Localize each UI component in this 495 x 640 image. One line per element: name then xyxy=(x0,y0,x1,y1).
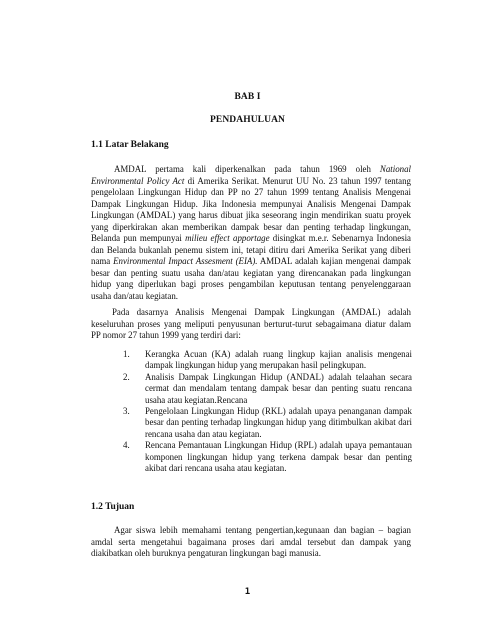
list-item xyxy=(123,372,412,406)
chapter-label: BAB I xyxy=(234,92,261,102)
list-number: 4. xyxy=(123,440,130,451)
list-number: 2. xyxy=(123,371,130,382)
list-item xyxy=(123,349,412,372)
amdal-components-list xyxy=(123,349,412,474)
text-run: AMDAL adalah kajian mengenai dampak besar dan penting suatu usaha dan/atau kegiatan yang direncanakan pada lingkungan hidup yang diperlukan bagi proses pengambilan keputusan tentang penyelenggaraan usaha dan/atau kegiatan. xyxy=(91,256,411,301)
italic-run: Environmental Impact Assesment (EIA). xyxy=(113,256,258,266)
italic-run: National Environmental Policy Act xyxy=(91,164,411,186)
list-item xyxy=(123,440,412,474)
section-heading-latar-belakang: 1.1 Latar Belakang xyxy=(91,140,169,150)
list-item-text: Rencana Pemantauan Lingkungan Hidup (RPL) adalah upaya pemantauan komponen lingkungan hidup yang terkena dampak besar dan penting akibat dari rencana usaha atau kegiatan. xyxy=(145,440,412,474)
text-run: disingkat m.e.r. Sebenarnya Indonesia dan Belanda bukanlah penemu sistem ini, tetapi ditiru dari Amerika Serikat yang diberi nama xyxy=(91,233,411,266)
chapter-title: PENDAHULUAN xyxy=(210,115,285,125)
italic-run: milieu effect apportage xyxy=(185,233,270,243)
paragraph-tujuan: Agar siswa lebih memahami tentang pengertian,kegunaan dan bagian – bagian amdal serta mengetahui bagaimana proses dari amdal tersebut dan dampak yang diakibatkan oleh buruknya pengaturan lingkungan bagi manusia. xyxy=(91,525,411,558)
list-item-text: Analisis Dampak Lingkungan Hidup (ANDAL) adalah telaahan secara cermat dan mendalam tentang dampak besar dan penting suatu rencana usaha atau kegiatan.Rencana xyxy=(145,371,412,405)
paragraph-amdal-history xyxy=(91,164,411,302)
list-item-text: Pengelolaan Lingkungan Hidup (RKL) adalah upaya penanganan dampak besar dan penting terhadap lingkungan hidup yang ditimbulkan akibat dari rencana usaha dan atau kegiatan. xyxy=(145,406,412,439)
text-run: AMDAL pertama kali diperkenalkan pada tahun 1969 oleh xyxy=(114,164,380,174)
page-number: 1 xyxy=(244,587,251,597)
list-item xyxy=(123,406,412,440)
list-number: 3. xyxy=(123,406,130,417)
section-heading-tujuan: 1.2 Tujuan xyxy=(91,502,135,512)
list-item-text: Kerangka Acuan (KA) adalah ruang lingkup kajian analisis mengenai dampak lingkungan hidup yang merupakan hasil pelingkupan. xyxy=(145,349,412,371)
text-run: di Amerika Serikat. Menurut UU No. 23 tahun 1997 tentang pengelolaan Lingkungan Hidup dan PP no 27 tahun 1999 tentang Analisis Mengenai Dampak Lingkungan Hidup. Jika Indonesia mempunyai Analisis Mengenai Dampak Lingkungan (AMDAL) yang harus dibuat jika seseorang ingin mendirikan suatu proyek yang diperkirakan akan memberikan dampak besar dan penting terhadap lingkungan, Belanda pun mempunyai xyxy=(91,175,411,243)
list-number: 1. xyxy=(123,349,130,359)
paragraph-amdal-process: Pada dasarnya Analisis Mengenai Dampak Lingkungan (AMDAL) adalah keseluruhan proses yang meliputi penyusunan berturut-turut sebagaimana diatur dalam PP nomor 27 tahun 1999 yang terdiri dari: xyxy=(91,307,411,340)
